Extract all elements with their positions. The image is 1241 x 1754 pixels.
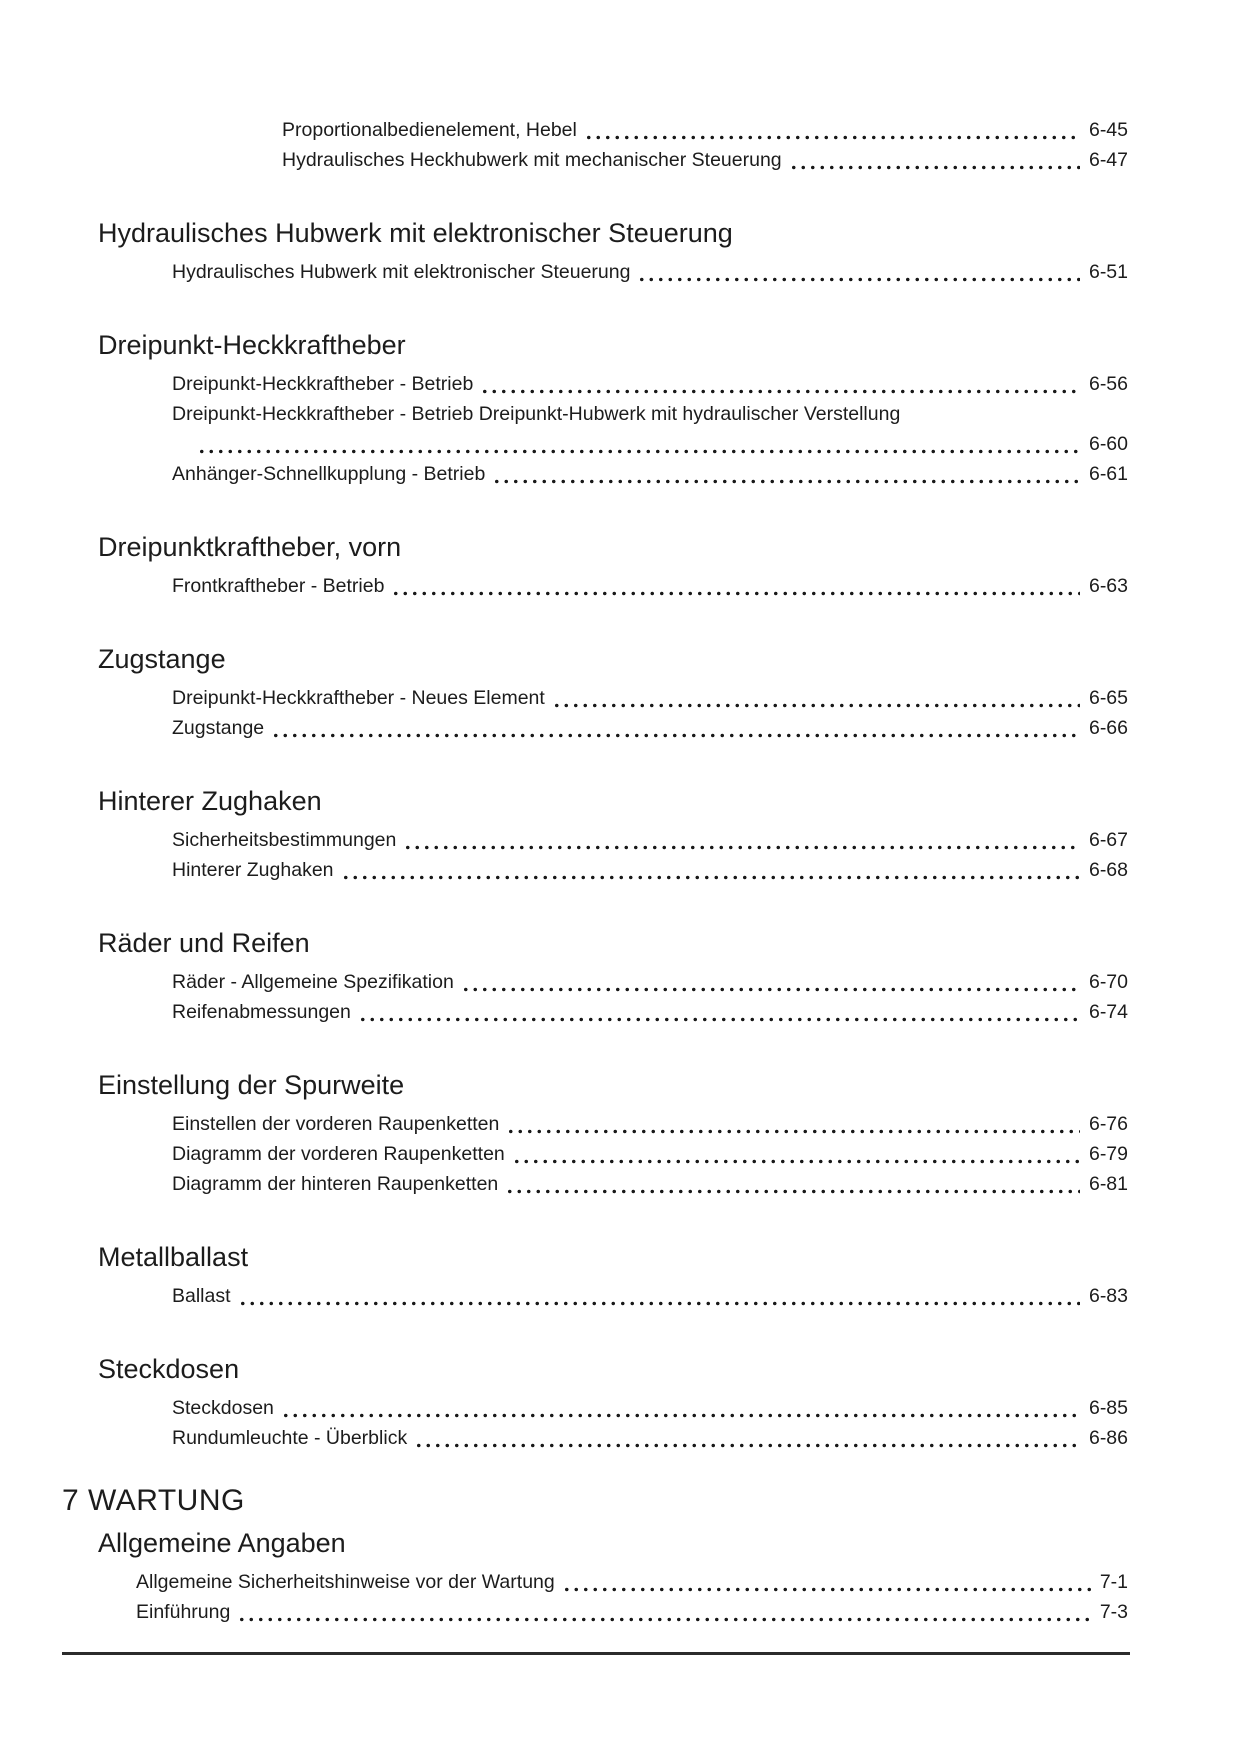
entry-page-number: 6-66 [1088,717,1128,739]
entry-title: Einstellen der vorderen Raupenketten [172,1113,500,1135]
toc-section [62,643,1128,743]
toc-entry[interactable] [172,967,1128,997]
toc-chapter [62,1483,1128,1519]
entry-list [172,1281,1128,1311]
toc-section [62,217,1128,287]
entry-title: Dreipunkt-Heckkraftheber - Betrieb [172,373,474,395]
entry-page-number: 6-81 [1088,1173,1128,1195]
entry-page-number: 6-67 [1088,829,1128,851]
dot-leader [391,591,1080,596]
entry-page-number: 6-70 [1088,971,1128,993]
dot-leader [197,449,1080,454]
entry-title: Proportionalbedienelement, Hebel [282,119,577,141]
toc-entry[interactable] [172,997,1128,1027]
entry-title: Ballast [172,1285,231,1307]
entry-page-number: 7-1 [1099,1571,1128,1593]
toc-entry[interactable] [172,459,1128,489]
entry-page-number: 6-45 [1088,119,1128,141]
section-heading: Hydraulisches Hubwerk mit elektronischer Steuerung [98,218,733,248]
dot-leader [506,1129,1080,1134]
toc-entry[interactable] [172,571,1128,601]
entry-page-number: 6-85 [1088,1397,1128,1419]
toc-entry[interactable] [282,115,1128,145]
entry-list [172,1109,1128,1199]
entry-title: Räder - Allgemeine Spezifikation [172,971,454,993]
entry-title: Dreipunkt-Heckkraftheber - Betrieb Dreipunkt-Hubwerk mit hydraulischer Verstellung [172,403,901,425]
entry-leader-row [172,429,1128,459]
toc-entry[interactable] [136,1597,1128,1627]
entry-title: Hydraulisches Hubwerk mit elektronischer Steuerung [172,261,631,283]
entry-title: Anhänger-Schnellkupplung - Betrieb [172,463,486,485]
entry-list [172,683,1128,743]
entry-title: Diagramm der vorderen Raupenketten [172,1143,505,1165]
entry-title: Zugstange [172,717,265,739]
toc-entry[interactable] [172,825,1128,855]
dot-leader [238,1301,1080,1306]
section-heading: Hinterer Zughaken [98,786,322,816]
toc-section [62,1241,1128,1311]
dot-leader [512,1159,1080,1164]
toc-entry[interactable] [172,369,1128,399]
entry-title: Einführung [136,1601,231,1623]
toc-entry[interactable] [172,1393,1128,1423]
entry-list [172,967,1128,1027]
entry-page-number: 6-79 [1088,1143,1128,1165]
dot-leader [480,389,1080,394]
toc-entry[interactable] [172,1423,1128,1453]
entry-page-number: 6-86 [1088,1427,1128,1449]
section-heading: Dreipunktkraftheber, vorn [98,532,402,562]
dot-leader [358,1017,1080,1022]
entry-list [136,1567,1128,1627]
dot-leader [505,1189,1080,1194]
entry-page-number: 6-68 [1088,859,1128,881]
dot-leader [403,845,1080,850]
entry-title: Diagramm der hinteren Raupenketten [172,1173,499,1195]
toc-section [172,115,1128,175]
dot-leader [552,703,1080,708]
toc-entry[interactable] [172,1281,1128,1311]
entry-title: Frontkraftheber - Betrieb [172,575,385,597]
entry-list [172,369,1128,489]
toc-entry[interactable] [282,145,1128,175]
entry-page-number: 6-63 [1088,575,1128,597]
section-heading: Dreipunkt-Heckkraftheber [98,330,406,360]
entry-title: Hinterer Zughaken [172,859,334,881]
entry-title: Sicherheitsbestimmungen [172,829,397,851]
entry-title: Reifenabmessungen [172,1001,351,1023]
entry-list [172,825,1128,885]
entry-page-number: 6-74 [1088,1001,1128,1023]
dot-leader [492,479,1080,484]
dot-leader [562,1587,1091,1592]
entry-list [282,115,1128,175]
chapter-heading: 7 WARTUNG [62,1484,245,1517]
toc-entry[interactable] [172,713,1128,743]
entry-title: Dreipunkt-Heckkraftheber - Neues Element [172,687,545,709]
dot-leader [281,1413,1080,1418]
entry-title: Rundumleuchte - Überblick [172,1427,408,1449]
dot-leader [341,875,1080,880]
toc-section [62,927,1128,1027]
entry-page-number: 6-76 [1088,1113,1128,1135]
section-heading: Zugstange [98,644,226,674]
entry-list [172,571,1128,601]
section-heading: Räder und Reifen [98,928,310,958]
toc-entry[interactable] [172,1169,1128,1199]
toc-section [62,531,1128,601]
entry-list [172,257,1128,287]
toc-section [62,785,1128,885]
entry-page-number: 6-61 [1088,463,1128,485]
entry-title: Steckdosen [172,1397,274,1419]
dot-leader [584,135,1080,140]
entry-page-number: 6-65 [1088,687,1128,709]
dot-leader [789,165,1080,170]
entry-page-number: 6-56 [1088,373,1128,395]
toc-entry[interactable] [172,1109,1128,1139]
section-heading: Steckdosen [98,1354,240,1384]
dot-leader [414,1443,1080,1448]
entry-list [172,1393,1128,1453]
toc-section [62,1527,1128,1627]
entry-title: Allgemeine Sicherheitshinweise vor der Wartung [136,1571,555,1593]
toc-entry[interactable] [172,855,1128,885]
entry-title: Hydraulisches Heckhubwerk mit mechanischer Steuerung [282,149,782,171]
toc-entry[interactable] [172,683,1128,713]
toc-entry[interactable] [136,1567,1128,1597]
entry-page-number: 6-60 [1088,433,1128,455]
toc-entry[interactable] [172,1139,1128,1169]
entry-page-number: 6-83 [1088,1285,1128,1307]
entry-page-number: 6-47 [1088,149,1128,171]
toc-entry[interactable] [172,257,1128,287]
dot-leader [637,277,1080,282]
section-heading: Metallballast [98,1242,249,1272]
dot-leader [461,987,1080,992]
toc-entry[interactable] [172,399,1128,459]
dot-leader [271,733,1080,738]
dot-leader [237,1617,1090,1622]
toc-section [62,329,1128,489]
toc-section [62,1353,1128,1453]
entry-page-number: 7-3 [1099,1601,1128,1623]
section-heading: Allgemeine Angaben [98,1528,346,1558]
entry-page-number: 6-51 [1088,261,1128,283]
section-heading: Einstellung der Spurweite [98,1070,405,1100]
footer-rule [62,1652,1130,1655]
toc-section [62,1069,1128,1199]
